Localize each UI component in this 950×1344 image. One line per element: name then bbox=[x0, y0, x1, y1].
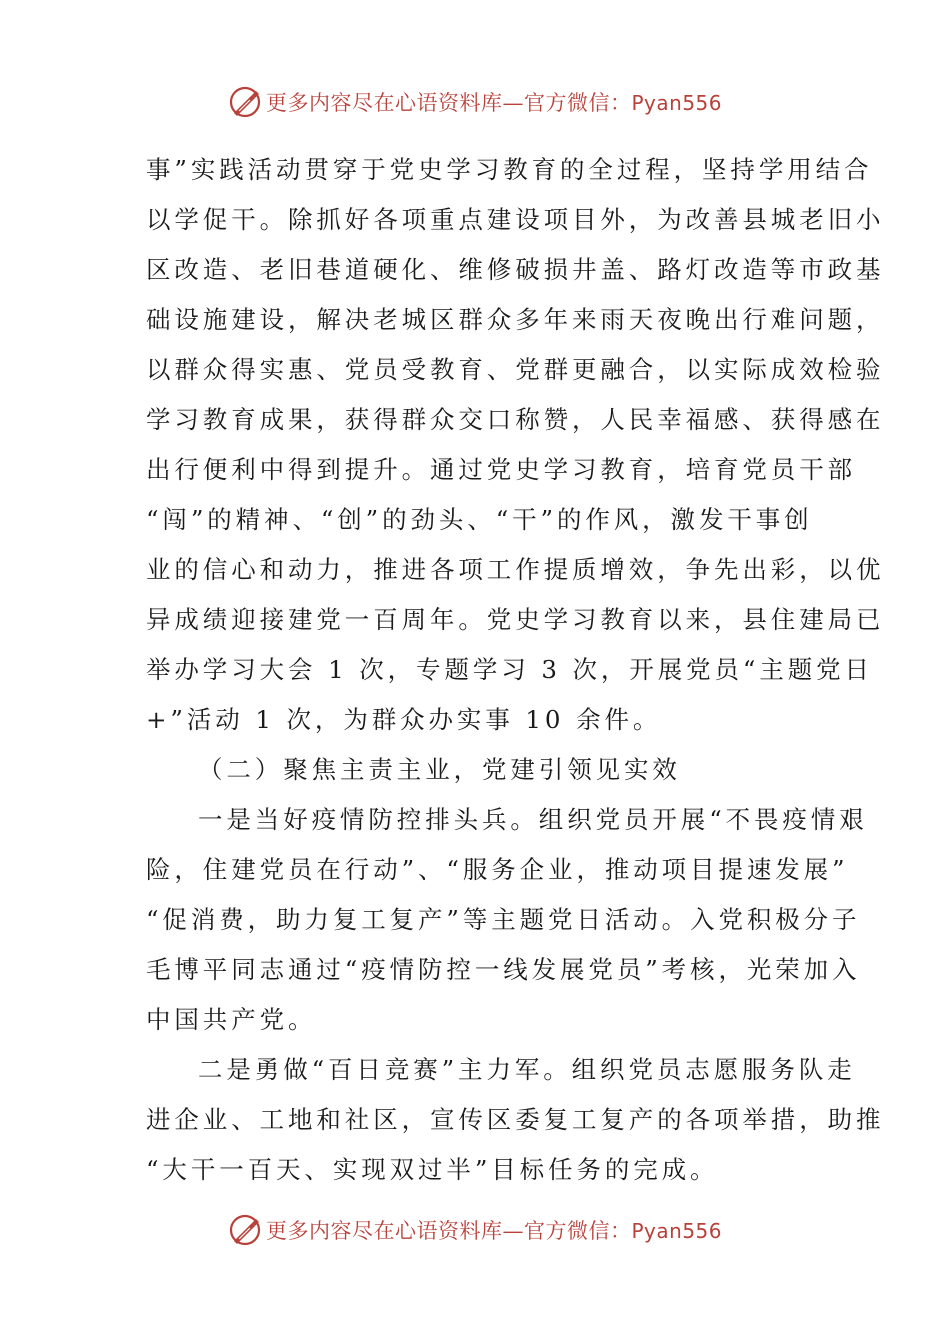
banner-separator: — bbox=[502, 91, 524, 115]
banner-brand: 更多内容尽在心语资料库 bbox=[265, 1219, 503, 1243]
text-line: 学习教育成果，获得群众交口称赞，人民幸福感、获得感在 bbox=[146, 405, 885, 434]
text-line: “促消费，助力复工复产”等主题党日活动。入党积极分子 bbox=[146, 905, 861, 934]
text-line: 异成绩迎接建党一百周年。党史学习教育以来，县住建局已 bbox=[146, 605, 885, 634]
banner-text bbox=[266, 87, 722, 117]
text-line: 业的信心和动力，推进各项工作提质增效，争先出彩，以优 bbox=[146, 555, 885, 584]
footer-watermark-banner bbox=[0, 1210, 950, 1250]
text-line: 举办学习大会 1 次，专题学习 3 次，开展党员“主题党日 bbox=[146, 655, 873, 684]
banner-contact-label: 官方微信： bbox=[523, 1219, 632, 1243]
text-line: 区改造、老旧巷道硬化、维修破损井盖、路灯改造等市政基 bbox=[146, 255, 885, 284]
text-line: 出行便利中得到提升。通过党史学习教育，培育党员干部 bbox=[146, 455, 856, 484]
text-line: 以学促干。除抓好各项重点建设项目外，为改善县城老旧小 bbox=[146, 205, 885, 234]
banner-brand: 更多内容尽在心语资料库 bbox=[265, 91, 503, 115]
document-body bbox=[146, 145, 885, 1195]
text-line: 二是勇做“百日竞赛”主力军。组织党员志愿服务队走 bbox=[198, 1055, 856, 1084]
text-line: （二）聚焦主责主业，党建引领见实效 bbox=[198, 755, 681, 784]
text-line: +”活动 1 次，为群众办实事 10 余件。 bbox=[146, 705, 662, 734]
banner-contact-label: 官方微信： bbox=[523, 91, 632, 115]
pen-logo-icon bbox=[228, 1213, 262, 1247]
banner-handle: Pyan556 bbox=[631, 1219, 722, 1243]
text-line: 事”实践活动贯穿于党史学习教育的全过程，坚持学用结合 bbox=[146, 155, 873, 184]
text-line: “闯”的精神、“创”的劲头、“干”的作风，激发干事创 bbox=[146, 505, 813, 534]
banner-handle: Pyan556 bbox=[631, 91, 722, 115]
text-line: 以群众得实惠、党员受教育、党群更融合，以实际成效检验 bbox=[146, 355, 885, 384]
header-watermark-banner bbox=[0, 82, 950, 122]
banner-text bbox=[266, 1215, 722, 1245]
text-line: 险，住建党员在行动”、“服务企业，推动项目提速发展” bbox=[146, 855, 849, 884]
pen-logo-icon bbox=[228, 85, 262, 119]
text-line: 毛博平同志通过“疫情防控一线发展党员”考核，光荣加入 bbox=[146, 955, 861, 984]
text-line: 一是当好疫情防控排头兵。组织党员开展“不畏疫情艰 bbox=[198, 805, 868, 834]
banner-separator: — bbox=[502, 1219, 524, 1243]
text-line: 础设施建设，解决老城区群众多年来雨天夜晚出行难问题， bbox=[146, 305, 885, 334]
text-line: 进企业、工地和社区，宣传区委复工复产的各项举措，助推 bbox=[146, 1105, 885, 1134]
text-line: “大干一百天、实现双过半”目标任务的完成。 bbox=[146, 1155, 719, 1184]
text-line: 中国共产党。 bbox=[146, 1005, 317, 1034]
